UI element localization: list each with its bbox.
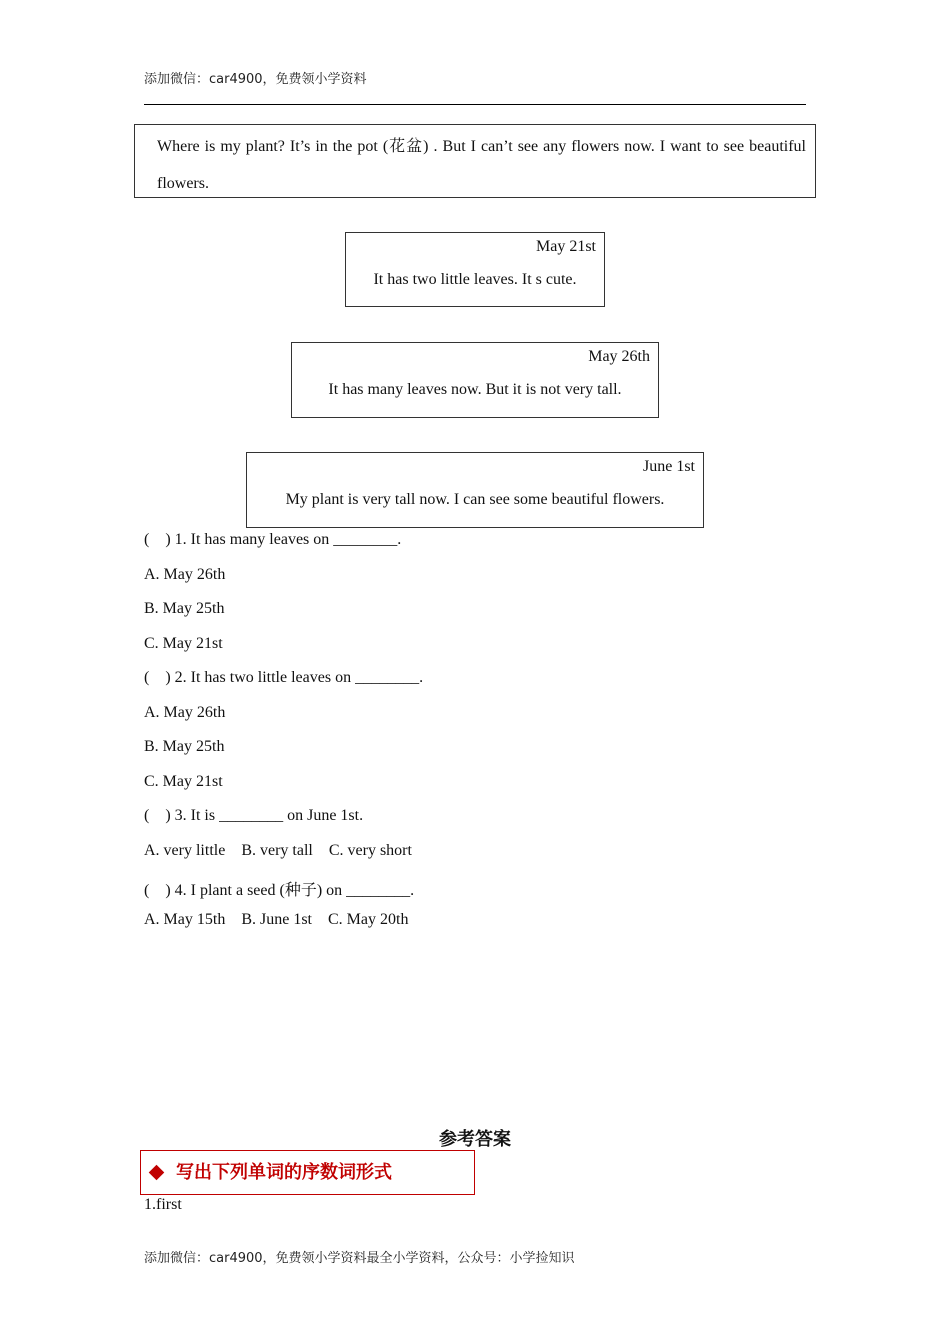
- diamond-icon: [149, 1164, 165, 1180]
- question-1-option-c: C. May 21st: [144, 635, 223, 652]
- question-2-option-c: C. May 21st: [144, 773, 223, 790]
- question-1-option-a: A. May 26th: [144, 566, 226, 583]
- passage-intro: Where is my plant? It’s in the pot (花盆) . But I can’t see any flowers now. I want to see beautiful flowers.: [134, 124, 816, 198]
- question-4-options: A. May 15th B. June 1st C. May 20th: [144, 911, 409, 928]
- diary-card-2: [291, 342, 659, 418]
- diary-date: May 26th: [588, 348, 650, 365]
- footer-watermark: 添加微信：car4900，免费领小学资料最全小学资料，公众号：小学捡知识: [144, 1251, 575, 1266]
- diary-entry: It has many leaves now. But it is not very tall.: [328, 381, 622, 398]
- diary-card-1: [345, 232, 605, 307]
- diary-card-3: [246, 452, 704, 528]
- answer-key-title: 参考答案: [439, 1129, 511, 1150]
- question-4-stem: ( ) 4. I plant a seed (种子) on ________.: [144, 882, 415, 899]
- diary-entry: It has two little leaves. It s cute.: [373, 271, 577, 288]
- question-2-stem: ( ) 2. It has two little leaves on ________.: [144, 669, 424, 686]
- header-divider: [144, 104, 806, 105]
- answer-section-heading: [140, 1150, 475, 1195]
- question-3-stem: ( ) 3. It is ________ on June 1st.: [144, 807, 364, 824]
- question-3-options: A. very little B. very tall C. very short: [144, 842, 412, 859]
- question-1-option-b: B. May 25th: [144, 600, 225, 617]
- header-watermark: 添加微信：car4900，免费领小学资料: [144, 72, 367, 87]
- diary-entry: My plant is very tall now. I can see some beautiful flowers.: [285, 491, 665, 508]
- answer-item-1: 1.first: [144, 1196, 182, 1213]
- section-heading-text: 写出下列单词的序数词形式: [176, 1162, 392, 1183]
- diary-date: May 21st: [536, 238, 596, 255]
- question-1-stem: ( ) 1. It has many leaves on ________.: [144, 531, 402, 548]
- question-2-option-a: A. May 26th: [144, 704, 226, 721]
- question-2-option-b: B. May 25th: [144, 738, 225, 755]
- diary-date: June 1st: [643, 458, 695, 475]
